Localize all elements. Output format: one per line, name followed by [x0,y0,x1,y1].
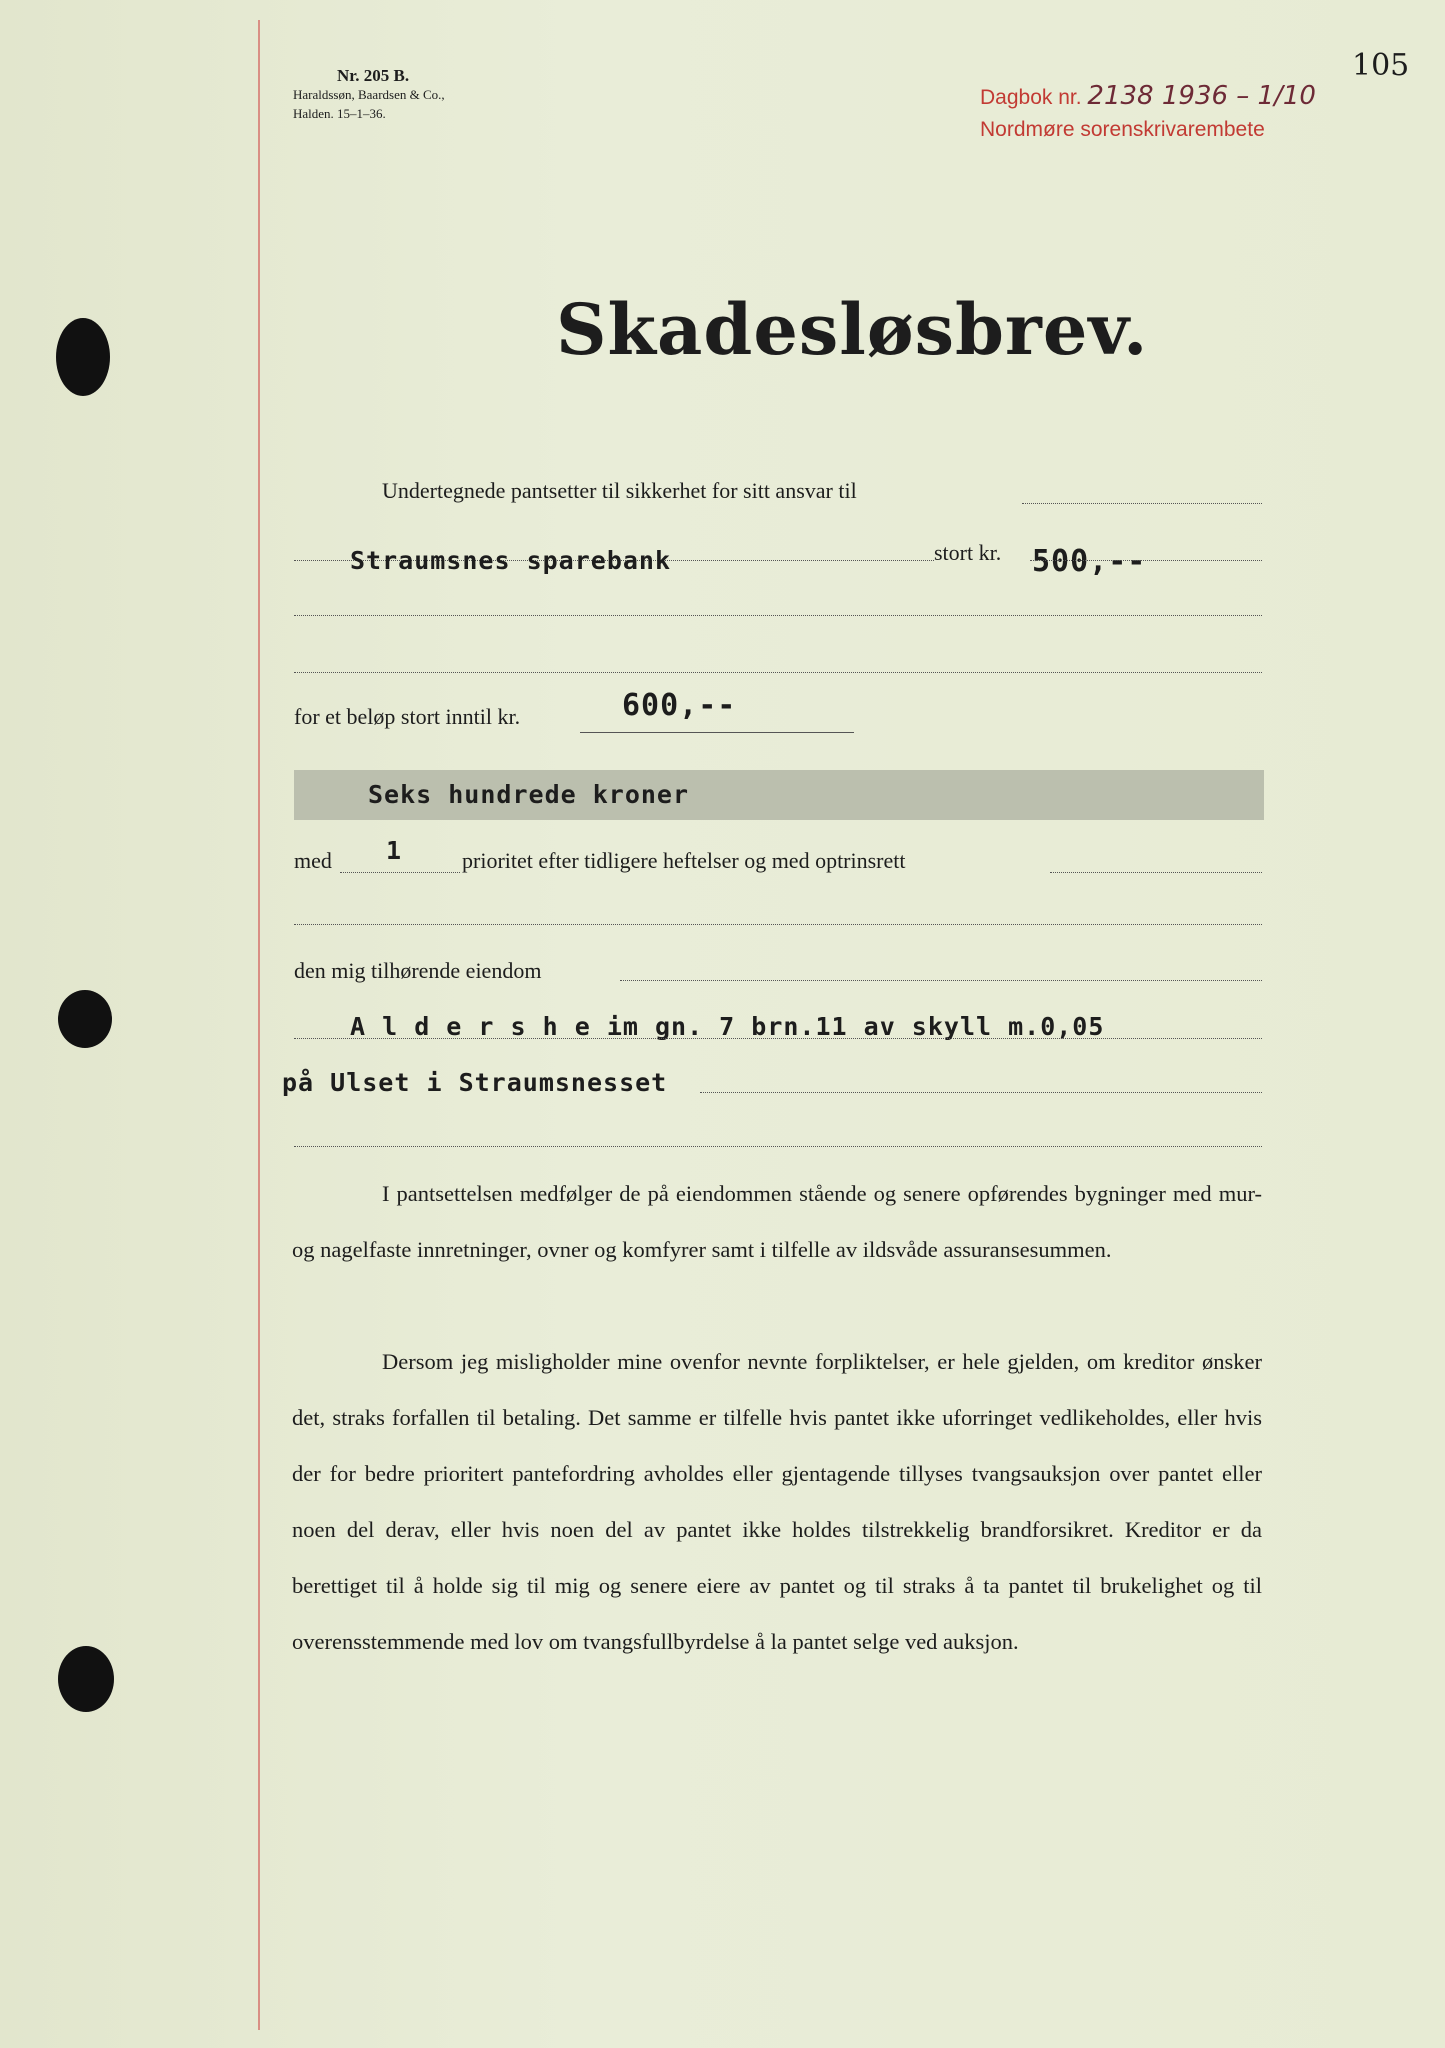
amount-label: for et beløp stort inntil kr. [294,704,521,729]
creditor-name: Straumsnes sparebank [350,546,672,575]
punch-hole [56,318,110,396]
punch-hole [58,990,112,1048]
stort-amount: 500,-- [1032,544,1147,579]
amount-in-words: Seks hundrede kroner [368,780,690,809]
pledge-intro: Undertegnede pantsetter til sikkerhet for sitt ansvar til [382,478,857,503]
dotted-line [294,615,1262,616]
dotted-line [294,672,1262,673]
clause-fixtures: I pantsettelsen medfølger de på eiendommen stående og senere opførendes bygninger med mur- og nagelfaste innretninger, ovner og komfyrer samt i tilfelle av ildsvåde assuransesummen. [292,1181,1262,1262]
dotted-line [294,1146,1262,1147]
max-amount: 600,-- [622,688,737,723]
property-location: på Ulset i Straumsnesset [282,1068,668,1097]
page-number: 105 [1352,48,1410,83]
printer-imprint [293,66,445,123]
dotted-line [1050,872,1262,873]
dotted-line [294,1038,1262,1039]
dotted-line [340,872,460,873]
med-label: med [294,848,332,873]
publisher-place-date: Halden. 15–1–36. [293,106,386,121]
form-number: Nr. 205 B. [337,66,410,85]
stamp-office: Nordmøre sorenskrivarembete [980,118,1265,141]
margin-line [258,20,260,2030]
publisher: Haraldssøn, Baardsen & Co., [293,87,445,102]
dotted-line [620,980,1262,981]
punch-hole [58,1646,114,1712]
priority-text: prioritet efter tidligere heftelser og med optrinsrett [462,848,906,873]
property-description: A l d e r s h e im gn. 7 brn.11 av skyll m.0,05 [350,1012,1105,1041]
clause-default: Dersom jeg misligholder mine ovenfor nevnte forpliktelser, er hele gjelden, om kreditor ønsker det, straks forfallen til betaling. Det samme er tilfelle hvis pantet ikke uforringet vedlikeholdes, eller hvis der for bedre prioritert pantefordring avholdes eller gjentagende tillyses tvangsauksjon over pantet eller noen del derav, eller hvis noen del av pantet ikke holdes tilstrekkelig brandforsikret. Kreditor er da berettiget til å holde sig til mig og senere eiere av pantet og til straks å ta pantet til brukelighet og til overensstemmende med lov om tvangsfullbyrdelse å la pantet selge ved auksjon. [292,1349,1262,1654]
registry-stamp [980,80,1316,146]
stamp-label: Dagbok nr. [980,86,1082,109]
dotted-line [294,924,1262,925]
stort-label: stort kr. [934,540,1002,565]
priority-number: 1 [386,836,403,865]
dotted-line [700,1092,1262,1093]
property-label: den mig tilhørende eiendom [294,958,542,983]
dotted-line [1022,503,1262,504]
document-title: Skadesløsbrev. [556,288,1149,371]
stamp-handwritten-number: 2138 1936 – 1/10 [1087,81,1316,111]
dotted-line [1030,560,1262,561]
amount-underline [580,732,854,733]
